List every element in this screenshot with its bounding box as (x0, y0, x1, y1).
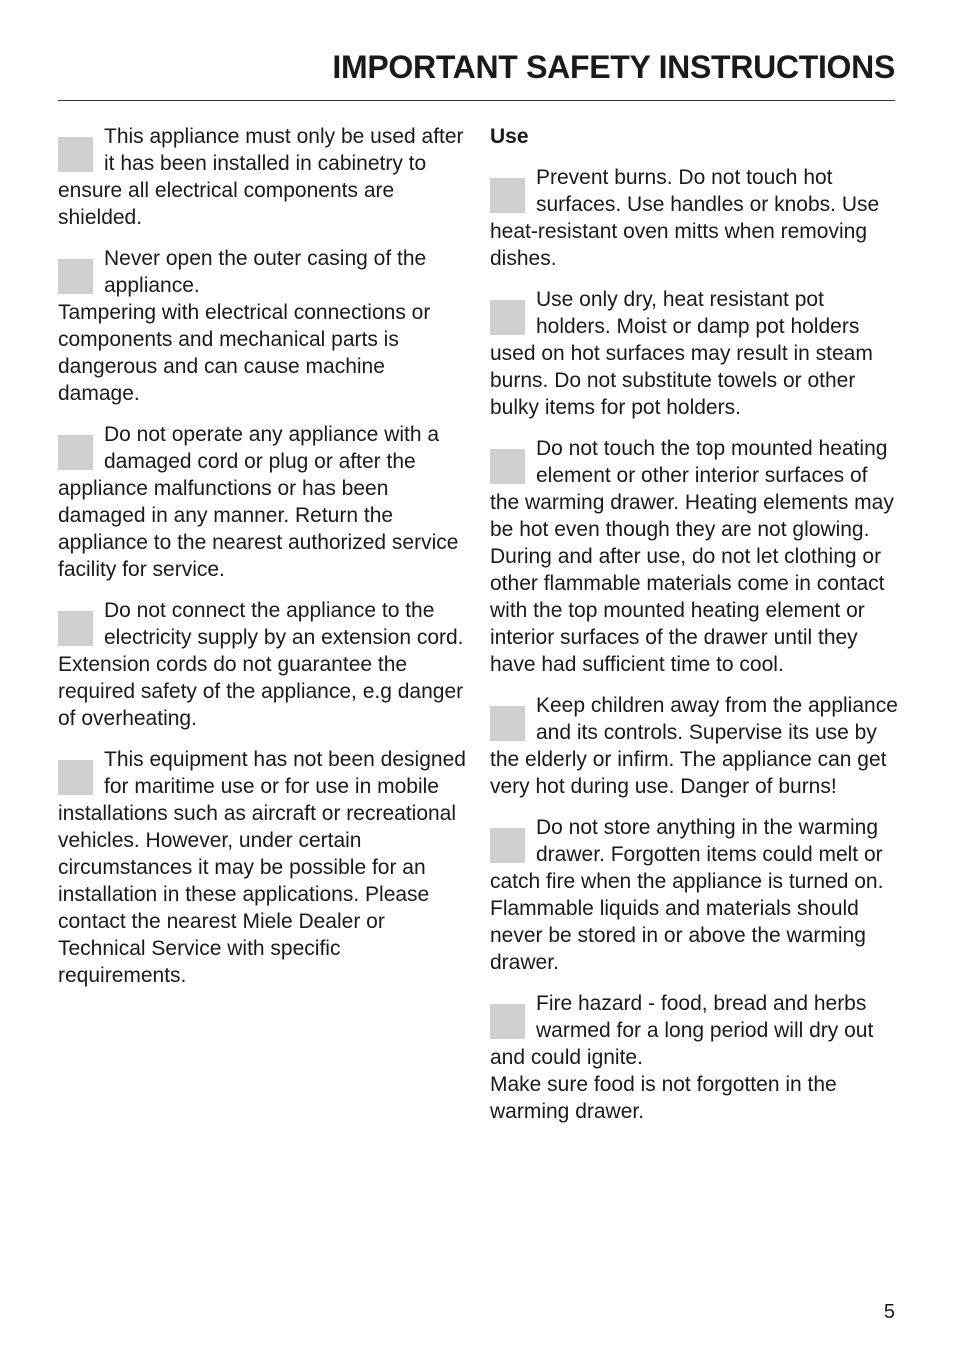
item-text: Do not connect the appliance to the electricity supply by an extension cord. Extension cords do not guarantee the required safety of the appliance, e.g danger of overheating. (58, 599, 464, 730)
item-text: Do not store anything in the warming drawer. Forgotten items could melt or catch fire when the appliance is turned on. Flammable liquids and materials should never be stored in or above the warming drawer. (490, 816, 884, 974)
item-text: Keep children away from the appliance and its controls. Supervise its use by the elderly or infirm. The appliance can get very hot during use. Danger of burns! (490, 694, 898, 798)
bullet-square-icon (490, 1004, 525, 1039)
item-text: Do not touch the top mounted heating element or other interior surfaces of the warming drawer. Heating elements may be hot even though they are not glowing. During and after use, do not let clothing or other flammable materials come in contact with the top mounted heating element or interior surfaces of the drawer until they have had sufficient time to cool. (490, 437, 894, 676)
bullet-square-icon (58, 611, 93, 646)
safety-item (490, 692, 900, 800)
bullet-square-icon (58, 259, 93, 294)
title-divider (58, 100, 895, 101)
item-text: Use only dry, heat resistant pot holders. Moist or damp pot holders used on hot surfaces may result in steam burns. Do not substitute towels or other bulky items for pot holders. (490, 288, 873, 419)
page-title: IMPORTANT SAFETY INSTRUCTIONS (332, 49, 895, 85)
item-text: Make sure food is not forgotten in the warming drawer. (490, 1073, 837, 1123)
bullet-square-icon (490, 178, 525, 213)
safety-item (58, 746, 466, 989)
safety-item (58, 123, 466, 231)
bullet-square-icon (490, 828, 525, 863)
page-number: 5 (883, 1301, 895, 1323)
bullet-square-icon (58, 137, 93, 172)
bullet-square-icon (490, 300, 525, 335)
bullet-square-icon (490, 706, 525, 741)
safety-item (490, 990, 900, 1125)
safety-item (58, 421, 466, 583)
section-heading-use: Use (490, 125, 529, 148)
item-text: This appliance must only be used after it has been installed in cabinetry to ensure all electrical components are shielded. (58, 125, 464, 229)
safety-item (490, 814, 900, 976)
safety-item (490, 286, 900, 421)
bullet-square-icon (490, 449, 525, 484)
item-text: Never open the outer casing of the appliance. (104, 247, 427, 297)
right-column (490, 123, 900, 1139)
item-text: Fire hazard - food, bread and herbs warmed for a long period will dry out and could ignite. (490, 992, 874, 1069)
bullet-square-icon (58, 760, 93, 795)
safety-item (58, 245, 466, 407)
item-text: Prevent burns. Do not touch hot surfaces. Use handles or knobs. Use heat-resistant oven mitts when removing dishes. (490, 166, 880, 270)
safety-item (58, 597, 466, 732)
bullet-square-icon (58, 435, 93, 470)
left-column (58, 123, 466, 1003)
safety-item (490, 435, 900, 678)
item-text: Do not operate any appliance with a damaged cord or plug or after the appliance malfunctions or has been damaged in any manner. Return the appliance to the nearest authorized service facility for service. (58, 423, 459, 581)
safety-item (490, 164, 900, 272)
item-text: This equipment has not been designed for maritime use or for use in mobile installations such as aircraft or recreational vehicles. However, under certain circumstances it may be possible for an installation in these applications. Please contact the nearest Miele Dealer or Technical Service with specific requirements. (58, 748, 466, 987)
item-text: Tampering with electrical connections or components and mechanical parts is dangerous and can cause machine damage. (58, 301, 431, 405)
